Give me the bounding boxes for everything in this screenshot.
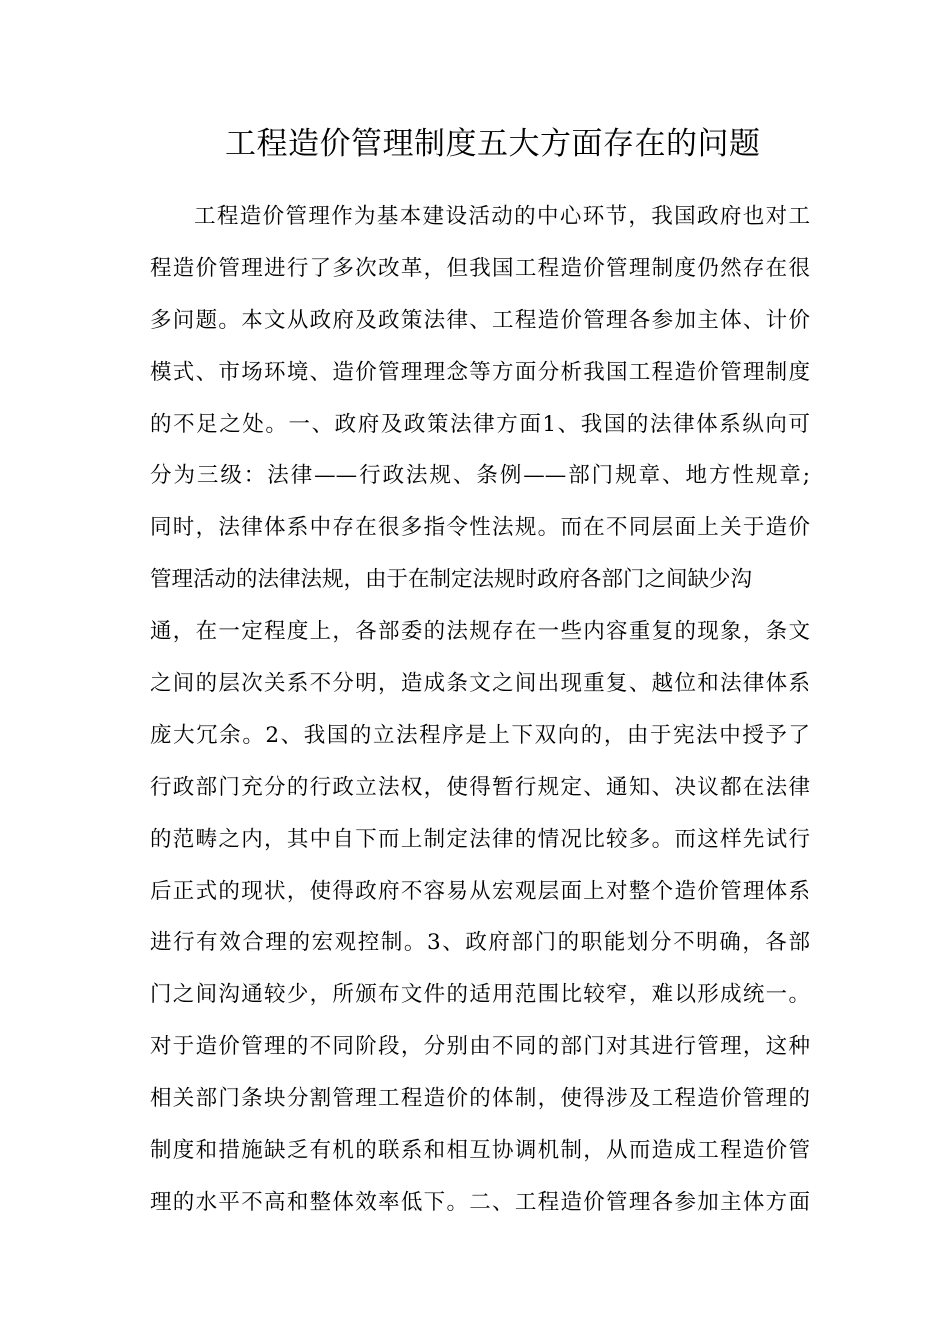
body-line: 门之间沟通较少，所颁布文件的适用范围比较窄，难以形成统一。 (150, 982, 810, 1008)
body-line: 之间的层次关系不分明，造成条文之间出现重复、越位和法律体系 (150, 671, 810, 697)
body-line: 同时，法律体系中存在很多指令性法规。而在不同层面上关于造价 (150, 515, 810, 541)
body-line: 庞大冗余。2、我国的立法程序是上下双向的，由于宪法中授予了 (150, 722, 810, 748)
body-line: 对于造价管理的不同阶段，分别由不同的部门对其进行管理，这种 (150, 1034, 810, 1060)
body-line: 的范畴之内，其中自下而上制定法律的情况比较多。而这样先试行 (150, 826, 810, 852)
body-line: 后正式的现状，使得政府不容易从宏观层面上对整个造价管理体系 (150, 878, 810, 904)
body-line: 的不足之处。一、政府及政策法律方面1、我国的法律体系纵向可 (150, 411, 810, 437)
body-line: 制度和措施缺乏有机的联系和相互协调机制，从而造成工程造价管 (150, 1138, 810, 1164)
body-line: 多问题。本文从政府及政策法律、工程造价管理各参加主体、计价 (150, 307, 810, 333)
body-line: 相关部门条块分割管理工程造价的体制，使得涉及工程造价管理的 (150, 1086, 810, 1112)
body-line: 通，在一定程度上，各部委的法规存在一些内容重复的现象，条文 (150, 619, 810, 645)
body-line: 程造价管理进行了多次改革，但我国工程造价管理制度仍然存在很 (150, 255, 810, 281)
body-line: 模式、市场环境、造价管理理念等方面分析我国工程造价管理制度 (150, 359, 810, 385)
body-line: 理的水平不高和整体效率低下。二、工程造价管理各参加主体方面 (150, 1189, 810, 1215)
body-line: 管理活动的法律法规，由于在制定法规时政府各部门之间缺少沟 (150, 567, 753, 593)
body-line: 分为三级：法律——行政法规、条例——部门规章、地方性规章; (150, 463, 810, 489)
body-line: 工程造价管理作为基本建设活动的中心环节，我国政府也对工 (194, 204, 810, 229)
document-title: 工程造价管理制度五大方面存在的问题 (225, 126, 761, 162)
body-line: 行政部门充分的行政立法权，使得暂行规定、通知、决议都在法律 (150, 774, 810, 800)
body-line: 进行有效合理的宏观控制。3、政府部门的职能划分不明确，各部 (150, 930, 810, 956)
document-body (150, 191, 810, 1229)
